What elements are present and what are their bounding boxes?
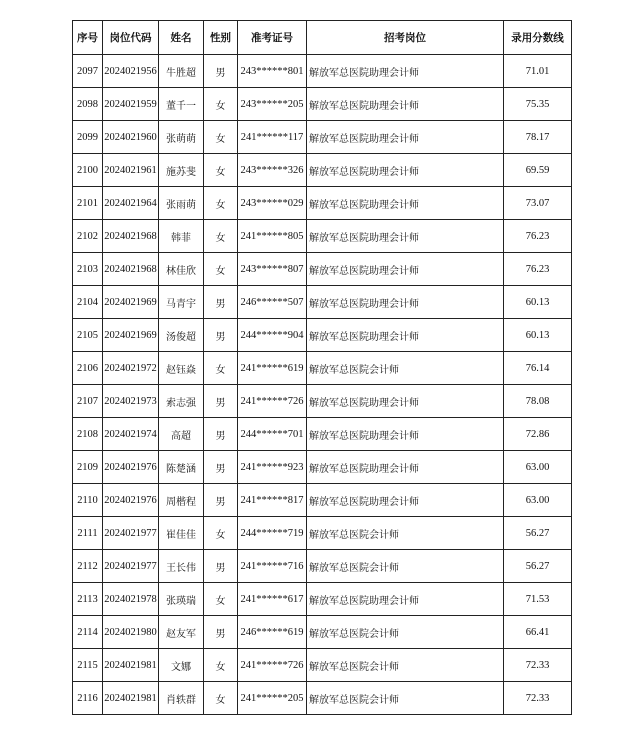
cell-recruited-position: 解放军总医院助理会计师	[307, 55, 504, 88]
cell-recruited-position: 解放军总医院助理会计师	[307, 88, 504, 121]
header-position-code: 岗位代码	[103, 21, 159, 55]
cell-name: 林佳欣	[159, 253, 204, 286]
cell-admission-ticket: 243******029	[238, 187, 307, 220]
cell-gender: 男	[204, 616, 238, 649]
cell-gender: 男	[204, 418, 238, 451]
cell-serial-number: 2113	[73, 583, 103, 616]
cell-name: 肖轶群	[159, 682, 204, 715]
cell-name: 马青宇	[159, 286, 204, 319]
cell-name: 文娜	[159, 649, 204, 682]
table-row	[73, 517, 572, 550]
cell-name: 汤俊超	[159, 319, 204, 352]
cell-position-code: 2024021976	[103, 451, 159, 484]
cell-name: 施苏斐	[159, 154, 204, 187]
cell-admission-ticket: 243******205	[238, 88, 307, 121]
cell-recruited-position: 解放军总医院会计师	[307, 682, 504, 715]
cell-recruited-position: 解放军总医院助理会计师	[307, 121, 504, 154]
cell-serial-number: 2102	[73, 220, 103, 253]
cell-cutoff-score: 63.00	[504, 484, 572, 517]
table-row	[73, 550, 572, 583]
cell-position-code: 2024021964	[103, 187, 159, 220]
cell-serial-number: 2101	[73, 187, 103, 220]
cell-name: 王长伟	[159, 550, 204, 583]
cell-position-code: 2024021981	[103, 682, 159, 715]
cell-serial-number: 2109	[73, 451, 103, 484]
cell-cutoff-score: 76.14	[504, 352, 572, 385]
cell-cutoff-score: 56.27	[504, 517, 572, 550]
header-row	[73, 21, 572, 55]
cell-recruited-position: 解放军总医院助理会计师	[307, 286, 504, 319]
cell-recruited-position: 解放军总医院助理会计师	[307, 187, 504, 220]
cell-name: 周楷程	[159, 484, 204, 517]
cell-position-code: 2024021961	[103, 154, 159, 187]
cell-gender: 女	[204, 187, 238, 220]
cell-recruited-position: 解放军总医院助理会计师	[307, 583, 504, 616]
cell-serial-number: 2115	[73, 649, 103, 682]
cell-recruited-position: 解放军总医院助理会计师	[307, 451, 504, 484]
cell-position-code: 2024021972	[103, 352, 159, 385]
cell-gender: 女	[204, 121, 238, 154]
cell-cutoff-score: 66.41	[504, 616, 572, 649]
cell-serial-number: 2100	[73, 154, 103, 187]
cell-position-code: 2024021956	[103, 55, 159, 88]
header-gender: 性别	[204, 21, 238, 55]
cell-serial-number: 2107	[73, 385, 103, 418]
cell-admission-ticket: 243******326	[238, 154, 307, 187]
cell-cutoff-score: 72.33	[504, 649, 572, 682]
cell-admission-ticket: 241******805	[238, 220, 307, 253]
cell-gender: 男	[204, 550, 238, 583]
cell-recruited-position: 解放军总医院助理会计师	[307, 220, 504, 253]
cell-name: 陈楚涵	[159, 451, 204, 484]
table-row	[73, 55, 572, 88]
cell-recruited-position: 解放军总医院会计师	[307, 517, 504, 550]
cell-recruited-position: 解放军总医院会计师	[307, 616, 504, 649]
table-body	[73, 55, 572, 715]
cell-gender: 男	[204, 286, 238, 319]
cell-serial-number: 2097	[73, 55, 103, 88]
cell-admission-ticket: 243******801	[238, 55, 307, 88]
cell-position-code: 2024021974	[103, 418, 159, 451]
cell-recruited-position: 解放军总医院助理会计师	[307, 154, 504, 187]
cell-cutoff-score: 76.23	[504, 253, 572, 286]
cell-name: 赵钰焱	[159, 352, 204, 385]
cell-position-code: 2024021978	[103, 583, 159, 616]
cell-admission-ticket: 244******719	[238, 517, 307, 550]
table-row	[73, 319, 572, 352]
cell-name: 张瑛瑞	[159, 583, 204, 616]
cell-admission-ticket: 241******117	[238, 121, 307, 154]
cell-serial-number: 2106	[73, 352, 103, 385]
table-row	[73, 616, 572, 649]
table-row	[73, 385, 572, 418]
cell-gender: 男	[204, 385, 238, 418]
cell-serial-number: 2105	[73, 319, 103, 352]
cell-cutoff-score: 56.27	[504, 550, 572, 583]
table-row	[73, 88, 572, 121]
cell-serial-number: 2116	[73, 682, 103, 715]
table-row	[73, 484, 572, 517]
cell-position-code: 2024021969	[103, 319, 159, 352]
cell-cutoff-score: 73.07	[504, 187, 572, 220]
header-serial-number: 序号	[73, 21, 103, 55]
table-row	[73, 220, 572, 253]
cell-serial-number: 2110	[73, 484, 103, 517]
cell-gender: 女	[204, 649, 238, 682]
table-row	[73, 154, 572, 187]
table-row	[73, 253, 572, 286]
cell-cutoff-score: 78.17	[504, 121, 572, 154]
cell-recruited-position: 解放军总医院会计师	[307, 649, 504, 682]
cell-name: 董千一	[159, 88, 204, 121]
table-row	[73, 286, 572, 319]
cell-cutoff-score: 71.53	[504, 583, 572, 616]
cell-gender: 男	[204, 55, 238, 88]
cell-position-code: 2024021969	[103, 286, 159, 319]
cell-cutoff-score: 78.08	[504, 385, 572, 418]
cell-serial-number: 2099	[73, 121, 103, 154]
cell-name: 张萌萌	[159, 121, 204, 154]
table-row	[73, 451, 572, 484]
header-admission-ticket: 准考证号	[238, 21, 307, 55]
cell-name: 张雨萌	[159, 187, 204, 220]
cell-gender: 女	[204, 253, 238, 286]
cell-admission-ticket: 241******923	[238, 451, 307, 484]
table-row	[73, 649, 572, 682]
cell-recruited-position: 解放军总医院会计师	[307, 352, 504, 385]
cell-name: 韩菲	[159, 220, 204, 253]
cell-admission-ticket: 241******726	[238, 649, 307, 682]
cell-cutoff-score: 71.01	[504, 55, 572, 88]
cell-position-code: 2024021968	[103, 220, 159, 253]
cell-admission-ticket: 241******205	[238, 682, 307, 715]
cell-gender: 男	[204, 451, 238, 484]
header-recruited-position: 招考岗位	[307, 21, 504, 55]
cell-recruited-position: 解放军总医院助理会计师	[307, 253, 504, 286]
table-row	[73, 121, 572, 154]
table-row	[73, 583, 572, 616]
cell-serial-number: 2114	[73, 616, 103, 649]
cell-cutoff-score: 63.00	[504, 451, 572, 484]
table-row	[73, 682, 572, 715]
cell-serial-number: 2108	[73, 418, 103, 451]
cell-gender: 女	[204, 583, 238, 616]
cell-position-code: 2024021977	[103, 550, 159, 583]
cell-position-code: 2024021981	[103, 649, 159, 682]
cell-admission-ticket: 241******619	[238, 352, 307, 385]
cell-admission-ticket: 244******701	[238, 418, 307, 451]
cell-gender: 女	[204, 352, 238, 385]
cell-serial-number: 2103	[73, 253, 103, 286]
cell-gender: 男	[204, 484, 238, 517]
cell-cutoff-score: 72.86	[504, 418, 572, 451]
cell-cutoff-score: 60.13	[504, 286, 572, 319]
cell-recruited-position: 解放军总医院会计师	[307, 550, 504, 583]
cell-name: 索志强	[159, 385, 204, 418]
cell-admission-ticket: 241******726	[238, 385, 307, 418]
cell-gender: 女	[204, 517, 238, 550]
cell-gender: 女	[204, 88, 238, 121]
header-name: 姓名	[159, 21, 204, 55]
cell-gender: 女	[204, 682, 238, 715]
cell-position-code: 2024021960	[103, 121, 159, 154]
cell-admission-ticket: 241******716	[238, 550, 307, 583]
cell-position-code: 2024021973	[103, 385, 159, 418]
cell-position-code: 2024021968	[103, 253, 159, 286]
cell-name: 崔佳佳	[159, 517, 204, 550]
cell-serial-number: 2112	[73, 550, 103, 583]
table-row	[73, 187, 572, 220]
cell-serial-number: 2104	[73, 286, 103, 319]
table-row	[73, 418, 572, 451]
cell-admission-ticket: 241******617	[238, 583, 307, 616]
header-cutoff-score: 录用分数线	[504, 21, 572, 55]
cell-position-code: 2024021976	[103, 484, 159, 517]
table-header	[73, 21, 572, 55]
cell-cutoff-score: 72.33	[504, 682, 572, 715]
table-row	[73, 352, 572, 385]
cell-position-code: 2024021977	[103, 517, 159, 550]
cell-recruited-position: 解放军总医院助理会计师	[307, 385, 504, 418]
cell-gender: 男	[204, 319, 238, 352]
cell-gender: 女	[204, 154, 238, 187]
cell-name: 牛胜超	[159, 55, 204, 88]
cell-admission-ticket: 244******904	[238, 319, 307, 352]
cell-cutoff-score: 60.13	[504, 319, 572, 352]
cell-name: 高超	[159, 418, 204, 451]
cell-name: 赵友军	[159, 616, 204, 649]
cell-serial-number: 2098	[73, 88, 103, 121]
cell-position-code: 2024021980	[103, 616, 159, 649]
cell-serial-number: 2111	[73, 517, 103, 550]
cell-admission-ticket: 246******507	[238, 286, 307, 319]
results-table	[72, 20, 572, 715]
cell-admission-ticket: 246******619	[238, 616, 307, 649]
cell-admission-ticket: 243******807	[238, 253, 307, 286]
cell-admission-ticket: 241******817	[238, 484, 307, 517]
cell-cutoff-score: 75.35	[504, 88, 572, 121]
cell-position-code: 2024021959	[103, 88, 159, 121]
cell-recruited-position: 解放军总医院助理会计师	[307, 484, 504, 517]
cell-cutoff-score: 69.59	[504, 154, 572, 187]
cell-cutoff-score: 76.23	[504, 220, 572, 253]
cell-gender: 女	[204, 220, 238, 253]
cell-recruited-position: 解放军总医院助理会计师	[307, 319, 504, 352]
cell-recruited-position: 解放军总医院助理会计师	[307, 418, 504, 451]
